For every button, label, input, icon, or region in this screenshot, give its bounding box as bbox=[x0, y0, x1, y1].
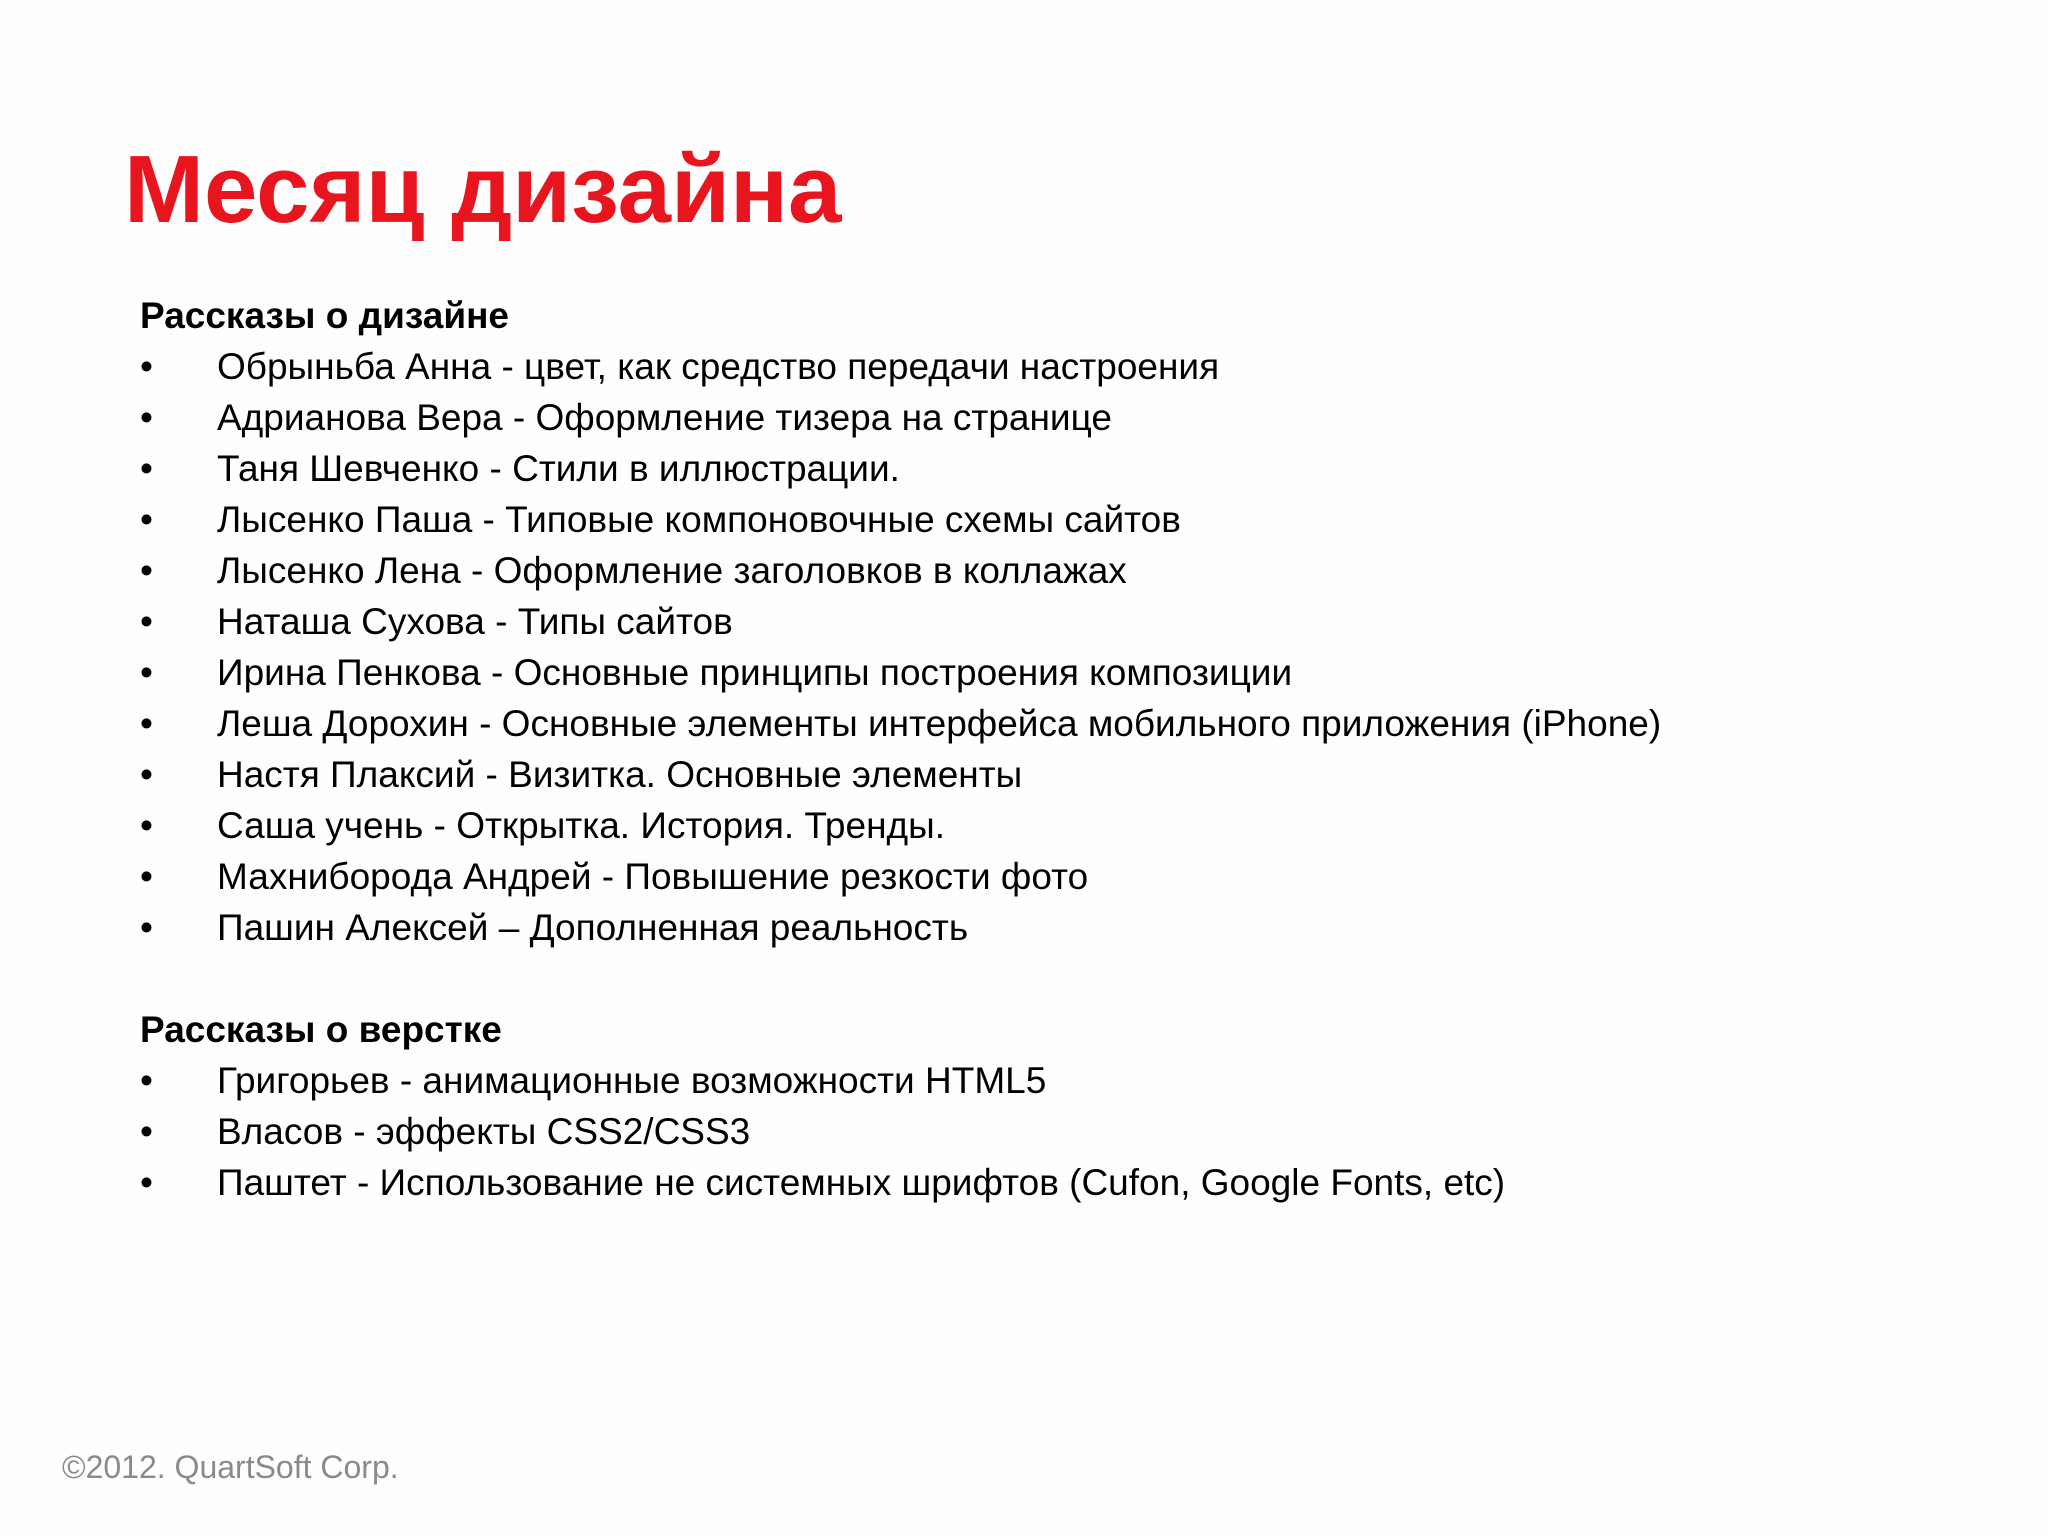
slide-content bbox=[140, 290, 2000, 1208]
list-item-text: Адрианова Вера - Оформление тизера на странице bbox=[217, 397, 1112, 438]
list-item bbox=[140, 749, 2000, 800]
list-item-text: Обрыньба Анна - цвет, как средство передачи настроения bbox=[217, 346, 1220, 387]
list-item-text: Леша Дорохин - Основные элементы интерфейса мобильного приложения (iPhone) bbox=[217, 703, 1662, 744]
list-item bbox=[140, 545, 2000, 596]
section-heading: Рассказы о верстке bbox=[140, 1009, 502, 1050]
list-item bbox=[140, 341, 2000, 392]
list-item-text: Наташа Сухова - Типы сайтов bbox=[217, 601, 733, 642]
section-markup-talks bbox=[140, 1004, 2000, 1208]
bullet-icon: • bbox=[140, 1162, 153, 1203]
list-item-text: Григорьев - анимационные возможности HTML5 bbox=[217, 1060, 1047, 1101]
bullet-icon: • bbox=[140, 1060, 153, 1101]
design-talks-list bbox=[140, 341, 2000, 953]
list-item bbox=[140, 698, 2000, 749]
list-item-text: Настя Плаксий - Визитка. Основные элементы bbox=[217, 754, 1023, 795]
copyright-footer: ©2012. QuartSoft Corp. bbox=[62, 1449, 399, 1485]
section-design-talks bbox=[140, 290, 2000, 953]
bullet-icon: • bbox=[140, 652, 153, 693]
section-heading: Рассказы о дизайне bbox=[140, 295, 510, 336]
slide-title: Месяц дизайна bbox=[124, 136, 842, 243]
list-item bbox=[140, 494, 2000, 545]
list-item-text: Власов - эффекты CSS2/CSS3 bbox=[217, 1111, 751, 1152]
list-item-text: Саша учень - Открытка. История. Тренды. bbox=[217, 805, 945, 846]
list-item-text: Лысенко Паша - Типовые компоновочные схемы сайтов bbox=[217, 499, 1181, 540]
bullet-icon: • bbox=[140, 754, 153, 795]
list-item bbox=[140, 1055, 2000, 1106]
list-item-text: Махнибородa Андрей - Повышение резкости фото bbox=[217, 856, 1089, 897]
list-item bbox=[140, 443, 2000, 494]
list-item bbox=[140, 1157, 2000, 1208]
bullet-icon: • bbox=[140, 448, 153, 489]
list-item-text: Пашин Алексей – Дополненная реальность bbox=[217, 907, 969, 948]
bullet-icon: • bbox=[140, 397, 153, 438]
bullet-icon: • bbox=[140, 346, 153, 387]
bullet-icon: • bbox=[140, 805, 153, 846]
list-item bbox=[140, 1106, 2000, 1157]
list-item bbox=[140, 596, 2000, 647]
bullet-icon: • bbox=[140, 907, 153, 948]
list-item bbox=[140, 647, 2000, 698]
bullet-icon: • bbox=[140, 550, 153, 591]
bullet-icon: • bbox=[140, 703, 153, 744]
bullet-icon: • bbox=[140, 1111, 153, 1152]
bullet-icon: • bbox=[140, 856, 153, 897]
list-item-text: Паштет - Использование не системных шрифтов (Cufon, Google Fonts, etc) bbox=[217, 1162, 1506, 1203]
list-item bbox=[140, 392, 2000, 443]
bullet-icon: • bbox=[140, 499, 153, 540]
list-item-text: Ирина Пенкова - Основные принципы построения композиции bbox=[217, 652, 1293, 693]
list-item bbox=[140, 800, 2000, 851]
list-item-text: Таня Шевченко - Стили в иллюстрации. bbox=[217, 448, 900, 489]
markup-talks-list bbox=[140, 1055, 2000, 1208]
list-item bbox=[140, 851, 2000, 902]
list-item bbox=[140, 902, 2000, 953]
bullet-icon: • bbox=[140, 601, 153, 642]
list-item-text: Лысенко Лена - Оформление заголовков в коллажах bbox=[217, 550, 1127, 591]
